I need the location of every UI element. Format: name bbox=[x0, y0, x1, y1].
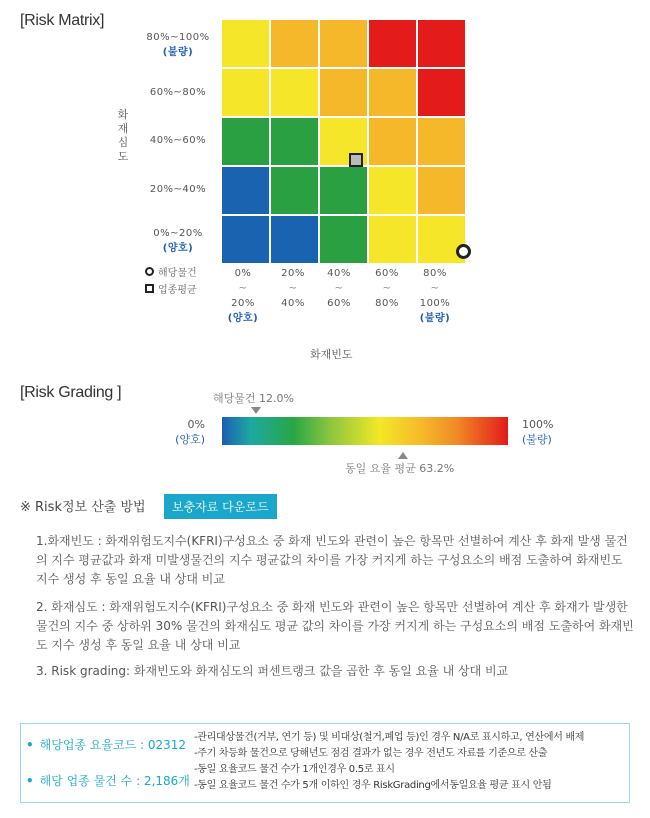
x-label-tilde: ~ bbox=[334, 283, 344, 294]
grading-right-sub: (불량) bbox=[522, 433, 552, 446]
info-box bbox=[20, 723, 630, 803]
matrix-cell bbox=[368, 166, 417, 215]
rate-code-line bbox=[26, 736, 186, 753]
legend-property bbox=[145, 264, 197, 279]
download-supplement-button[interactable]: 보충자료 다운로드 bbox=[164, 494, 277, 519]
matrix-cell bbox=[417, 166, 466, 215]
risk-matrix-title: [Risk Matrix] bbox=[20, 12, 105, 29]
matrix-cell bbox=[417, 19, 466, 68]
matrix-cell bbox=[319, 68, 368, 117]
risk-grading-bar bbox=[222, 417, 508, 445]
y-label-1 bbox=[123, 87, 233, 98]
bullet-icon: • bbox=[26, 774, 34, 788]
y-label-range: 0%~20% bbox=[153, 228, 203, 239]
method-title: ※ Risk정보 산출 방법 bbox=[20, 500, 146, 515]
x-label-to: 40% bbox=[281, 298, 305, 309]
y-label-3 bbox=[123, 184, 233, 195]
bullet-icon: • bbox=[26, 738, 34, 752]
x-label-2 bbox=[314, 266, 364, 311]
property-marker bbox=[456, 244, 471, 259]
grading-left-pct: 0% bbox=[187, 418, 205, 431]
property-pointer-text: 해당물건 bbox=[213, 392, 256, 405]
x-axis-title: 화재빈도 bbox=[310, 348, 353, 361]
y-label-range: 80%~100% bbox=[146, 32, 210, 43]
info-note: -동일 요율코드 물건 수가 1개인경우 0.5로 표시 bbox=[194, 764, 395, 775]
x-label-sub: (불량) bbox=[419, 313, 451, 324]
industry-average-marker bbox=[349, 153, 363, 167]
property-pointer-icon bbox=[251, 407, 261, 414]
matrix-cell bbox=[319, 166, 368, 215]
property-pointer-label bbox=[213, 390, 294, 406]
x-label-to: 20% bbox=[231, 298, 255, 309]
average-pointer-label bbox=[345, 460, 454, 476]
matrix-cell bbox=[221, 117, 270, 166]
risk-grading-title: [Risk Grading ] bbox=[20, 384, 122, 401]
x-label-0 bbox=[218, 266, 268, 326]
info-note: -동일 요율코드 물건 수가 5개 이하인 경우 RiskGrading에서동일요율 평균 표시 안됨 bbox=[194, 780, 552, 791]
x-label-tilde: ~ bbox=[238, 283, 248, 294]
matrix-cell bbox=[417, 68, 466, 117]
legend-property-label: 해당물건 bbox=[158, 268, 197, 279]
y-label-2 bbox=[123, 135, 233, 146]
y-axis-title: 화재심도 bbox=[117, 108, 129, 163]
matrix-cell bbox=[221, 166, 270, 215]
matrix-cell bbox=[270, 19, 319, 68]
x-label-from: 0% bbox=[234, 268, 252, 279]
matrix-cell bbox=[270, 215, 319, 264]
average-pointer-icon bbox=[398, 452, 408, 459]
x-label-from: 80% bbox=[423, 268, 447, 279]
risk-matrix-grid bbox=[221, 19, 466, 264]
grading-right-label bbox=[522, 418, 553, 447]
grading-right-pct: 100% bbox=[522, 418, 554, 431]
matrix-cell bbox=[270, 117, 319, 166]
info-note: -관리대상물건(거부, 연기 등) 및 비대상(철거,폐업 등)인 경우 N/A로 표시하고, 연산에서 배제 bbox=[194, 732, 585, 743]
y-label-range: 20%~40% bbox=[149, 184, 207, 195]
square-icon bbox=[145, 284, 154, 293]
x-label-4 bbox=[410, 266, 460, 326]
property-count-label: 해당 업종 물건 수 : 2,186개 bbox=[39, 774, 190, 788]
grading-left-sub: (양호) bbox=[175, 433, 205, 446]
y-label-0 bbox=[123, 32, 233, 58]
x-label-from: 20% bbox=[281, 268, 305, 279]
x-label-sub: (양호) bbox=[227, 313, 259, 324]
x-label-from: 40% bbox=[327, 268, 351, 279]
matrix-cell bbox=[319, 19, 368, 68]
average-pointer-text: 동일 요율 평균 bbox=[345, 462, 416, 475]
matrix-cell bbox=[368, 19, 417, 68]
x-label-tilde: ~ bbox=[288, 283, 298, 294]
matrix-cell bbox=[221, 19, 270, 68]
circle-icon bbox=[145, 267, 154, 276]
method-item-3: 3. Risk grading: 화재빈도와 화재심도의 퍼센트랭크 값을 곱한 후 동일 요율 내 상대 비교 bbox=[36, 664, 509, 678]
legend-industry-avg bbox=[145, 281, 197, 296]
x-label-1 bbox=[268, 266, 318, 311]
y-label-range: 40%~60% bbox=[149, 135, 207, 146]
x-label-tilde: ~ bbox=[430, 283, 440, 294]
method-item-2: 2. 화재심도 : 화재위험도지수(KFRI)구성요소 중 화재 빈도와 관련이 높은 항목만 선별하여 계산 후 화재가 발생한 물건의 지수 중 상하위 30% 물건의 화재심도 평균 값의 차이를 가장 커지게 하는 구성요소의 배점 도출하여 화재빈도 지수 생성 후 동일 요율 내 상대 비교 bbox=[36, 600, 634, 652]
matrix-cell bbox=[270, 166, 319, 215]
x-label-to: 60% bbox=[327, 298, 351, 309]
matrix-cell bbox=[319, 215, 368, 264]
matrix-cell bbox=[417, 117, 466, 166]
grading-left-label bbox=[160, 418, 205, 447]
info-note: -주기 차등화 물건으로 당해년도 점검 결과가 없는 경우 전년도 자료를 기준으로 산출 bbox=[194, 748, 548, 759]
matrix-cell bbox=[368, 68, 417, 117]
property-count-line bbox=[26, 772, 190, 789]
info-notes bbox=[194, 730, 626, 794]
x-label-3 bbox=[362, 266, 412, 311]
y-label-sub: (양호) bbox=[162, 243, 194, 254]
x-label-tilde: ~ bbox=[382, 283, 392, 294]
rate-code-label: 해당업종 요율코드 : 02312 bbox=[39, 738, 187, 752]
matrix-cell bbox=[368, 117, 417, 166]
average-pointer-value: 63.2% bbox=[419, 462, 455, 475]
legend-industry-avg-label: 업종평균 bbox=[158, 285, 197, 296]
y-label-sub: (불량) bbox=[162, 47, 194, 58]
matrix-cell bbox=[221, 68, 270, 117]
method-item-1: 1.화재빈도 : 화재위험도지수(KFRI)구성요소 중 화재 빈도와 관련이 높은 항목만 선별하여 계산 후 화재 발생 물건의 지수 평균값과 화재 미발생물건의 지수 평균값의 차이를 가장 커지게 하는 구성요소의 배점 도출하여 화재빈도 지수 생성 후 동일 요율 내 상대 비교 bbox=[36, 534, 628, 586]
x-label-to: 80% bbox=[375, 298, 399, 309]
y-label-4 bbox=[123, 228, 233, 254]
x-label-from: 60% bbox=[375, 268, 399, 279]
y-label-range: 60%~80% bbox=[149, 87, 207, 98]
matrix-cell bbox=[270, 68, 319, 117]
property-pointer-value: 12.0% bbox=[259, 392, 294, 405]
x-label-to: 100% bbox=[419, 298, 451, 309]
matrix-cell bbox=[368, 215, 417, 264]
matrix-cell bbox=[221, 215, 270, 264]
